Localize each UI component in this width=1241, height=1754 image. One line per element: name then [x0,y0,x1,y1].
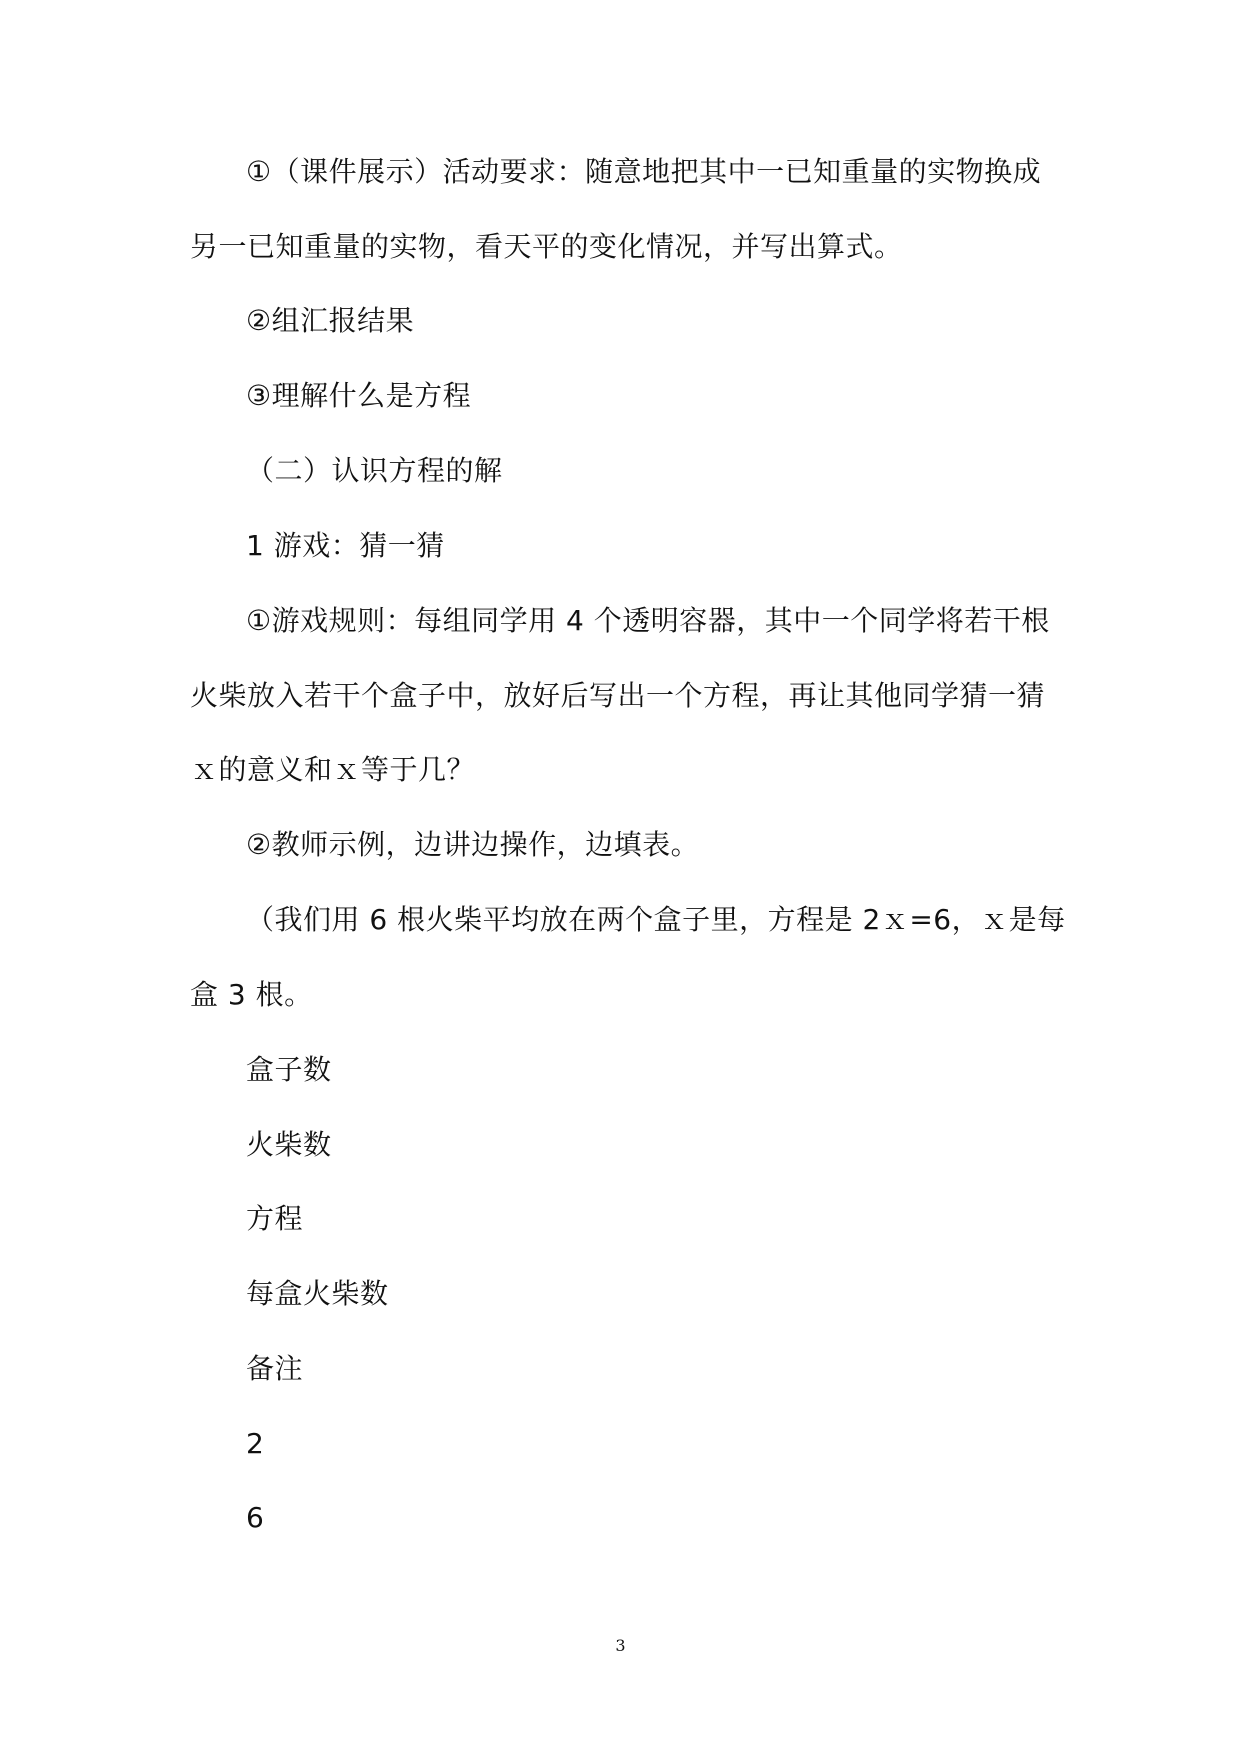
table-cell-match-count: 火柴数 [246,1128,332,1161]
paragraph-game-rules-cont: 火柴放入若干个盒子中，放好后写出一个方程，再让其他同学猜一猜 [190,679,1046,712]
table-cell-value-matches: 6 [246,1501,265,1534]
table-cell-box-count: 盒子数 [246,1053,332,1086]
table-cell-value-boxes: 2 [246,1427,265,1460]
paragraph-example-detail-cont: 盒 3 根。 [190,978,313,1011]
table-cell-matches-per-box: 每盒火柴数 [246,1277,389,1310]
paragraph-activity-requirement: ①（课件展示）活动要求：随意地把其中一已知重量的实物换成 [246,155,1042,188]
paragraph-group-report: ②组汇报结果 [246,304,415,337]
paragraph-activity-requirement-cont: 另一已知重量的实物，看天平的变化情况，并写出算式。 [190,230,903,263]
paragraph-example-detail: （我们用 6 根火柴平均放在两个盒子里，方程是 2ｘ=6，ｘ是每 [246,903,1066,936]
table-cell-equation: 方程 [246,1202,304,1235]
paragraph-understand-equation: ③理解什么是方程 [246,379,472,412]
paragraph-game-rules-end: ｘ的意义和ｘ等于几？ [190,753,476,786]
section-heading-solution: （二）认识方程的解 [246,454,503,487]
paragraph-game-title: 1 游戏：猜一猜 [246,529,445,562]
paragraph-teacher-example: ②教师示例，边讲边操作，边填表。 [246,828,700,861]
paragraph-game-rules: ①游戏规则：每组同学用 4 个透明容器，其中一个同学将若干根 [246,604,1050,637]
page-number: 3 [615,1636,626,1655]
table-cell-remark: 备注 [246,1352,304,1385]
